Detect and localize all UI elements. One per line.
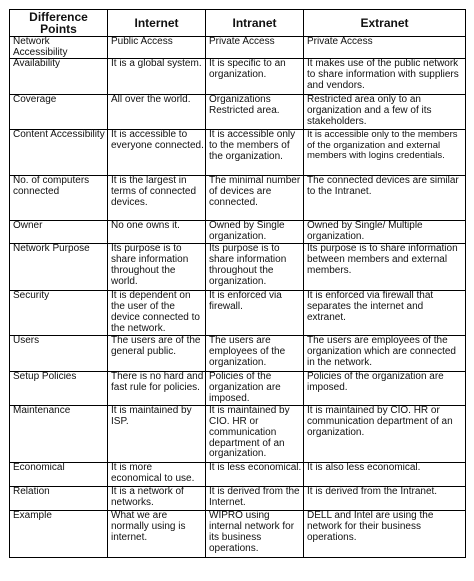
header-row [10,10,466,37]
internet-cell: It is the largest in terms of connected devices. [108,176,206,221]
internet-cell: No one owns it. [108,221,206,244]
intranet-cell: It is accessible only to the members of the organization. [206,130,304,176]
extranet-cell: It is also less economical. [304,463,466,487]
table-row [10,37,466,59]
table-row [10,221,466,244]
table-row [10,291,466,336]
comparison-table [9,9,466,558]
row-label: Coverage [10,95,108,130]
internet-cell: Its purpose is to share information throughout the world. [108,244,206,291]
row-label: Security [10,291,108,336]
internet-cell: It is a global system. [108,59,206,95]
intranet-cell: Owned by Single organization. [206,221,304,244]
internet-cell: The users are of the general public. [108,336,206,372]
extranet-cell: Owned by Single/ Multiple organization. [304,221,466,244]
intranet-cell: WIPRO using internal network for its business operations. [206,511,304,558]
header-extranet: Extranet [304,10,466,37]
row-label: Economical [10,463,108,487]
extranet-cell: It is maintained by CIO. HR or communication department of an organization. [304,406,466,463]
row-label: Relation [10,487,108,511]
table-row [10,95,466,130]
extranet-cell: It makes use of the public network to share information with suppliers and vendors. [304,59,466,95]
internet-cell: There is no hard and fast rule for policies. [108,372,206,406]
header-difference-points: Difference Points [10,10,108,37]
table-row [10,372,466,406]
internet-cell: What we are normally using is internet. [108,511,206,558]
row-label: Maintenance [10,406,108,463]
internet-cell: Public Access [108,37,206,59]
internet-cell: It is a network of networks. [108,487,206,511]
row-label: Setup Policies [10,372,108,406]
intranet-cell: Its purpose is to share information throughout the organization. [206,244,304,291]
row-label: Network Accessibility [10,37,108,59]
internet-cell: It is accessible to everyone connected. [108,130,206,176]
intranet-cell: It is maintained by CIO. HR or communication department of an organization. [206,406,304,463]
internet-cell: It is more economical to use. [108,463,206,487]
table-row [10,487,466,511]
extranet-cell: The users are employees of the organization which are connected in the network. [304,336,466,372]
internet-cell: It is maintained by ISP. [108,406,206,463]
intranet-cell: It is enforced via firewall. [206,291,304,336]
extranet-cell: The connected devices are similar to the Intranet. [304,176,466,221]
intranet-cell: It is specific to an organization. [206,59,304,95]
table-row [10,336,466,372]
extranet-cell: Restricted area only to an organization and a few of its stakeholders. [304,95,466,130]
extranet-cell: Its purpose is to share information between members and external members. [304,244,466,291]
intranet-cell: Policies of the organization are imposed. [206,372,304,406]
intranet-cell: Organizations Restricted area. [206,95,304,130]
row-label: Owner [10,221,108,244]
row-label: Network Purpose [10,244,108,291]
header-intranet: Intranet [206,10,304,37]
internet-cell: It is dependent on the user of the device connected to the network. [108,291,206,336]
table-row [10,463,466,487]
table-row [10,511,466,558]
intranet-cell: Private Access [206,37,304,59]
row-label: Users [10,336,108,372]
extranet-cell: DELL and Intel are using the network for their business operations. [304,511,466,558]
table-row [10,176,466,221]
table-row [10,130,466,176]
table-row [10,244,466,291]
row-label: No. of computers connected [10,176,108,221]
internet-cell: All over the world. [108,95,206,130]
row-label: Availability [10,59,108,95]
intranet-cell: It is derived from the Internet. [206,487,304,511]
table-row [10,406,466,463]
header-internet: Internet [108,10,206,37]
intranet-cell: The users are employees of the organization. [206,336,304,372]
extranet-cell: It is enforced via firewall that separates the internet and extranet. [304,291,466,336]
extranet-cell: It is derived from the Intranet. [304,487,466,511]
row-label: Example [10,511,108,558]
row-label: Content Accessibility [10,130,108,176]
intranet-cell: The minimal number of devices are connected. [206,176,304,221]
extranet-cell: Private Access [304,37,466,59]
extranet-cell: Policies of the organization are imposed. [304,372,466,406]
table-row [10,59,466,95]
extranet-cell: It is accessible only to the members of the organization and external members with logins credentials. [304,130,466,176]
intranet-cell: It is less economical. [206,463,304,487]
